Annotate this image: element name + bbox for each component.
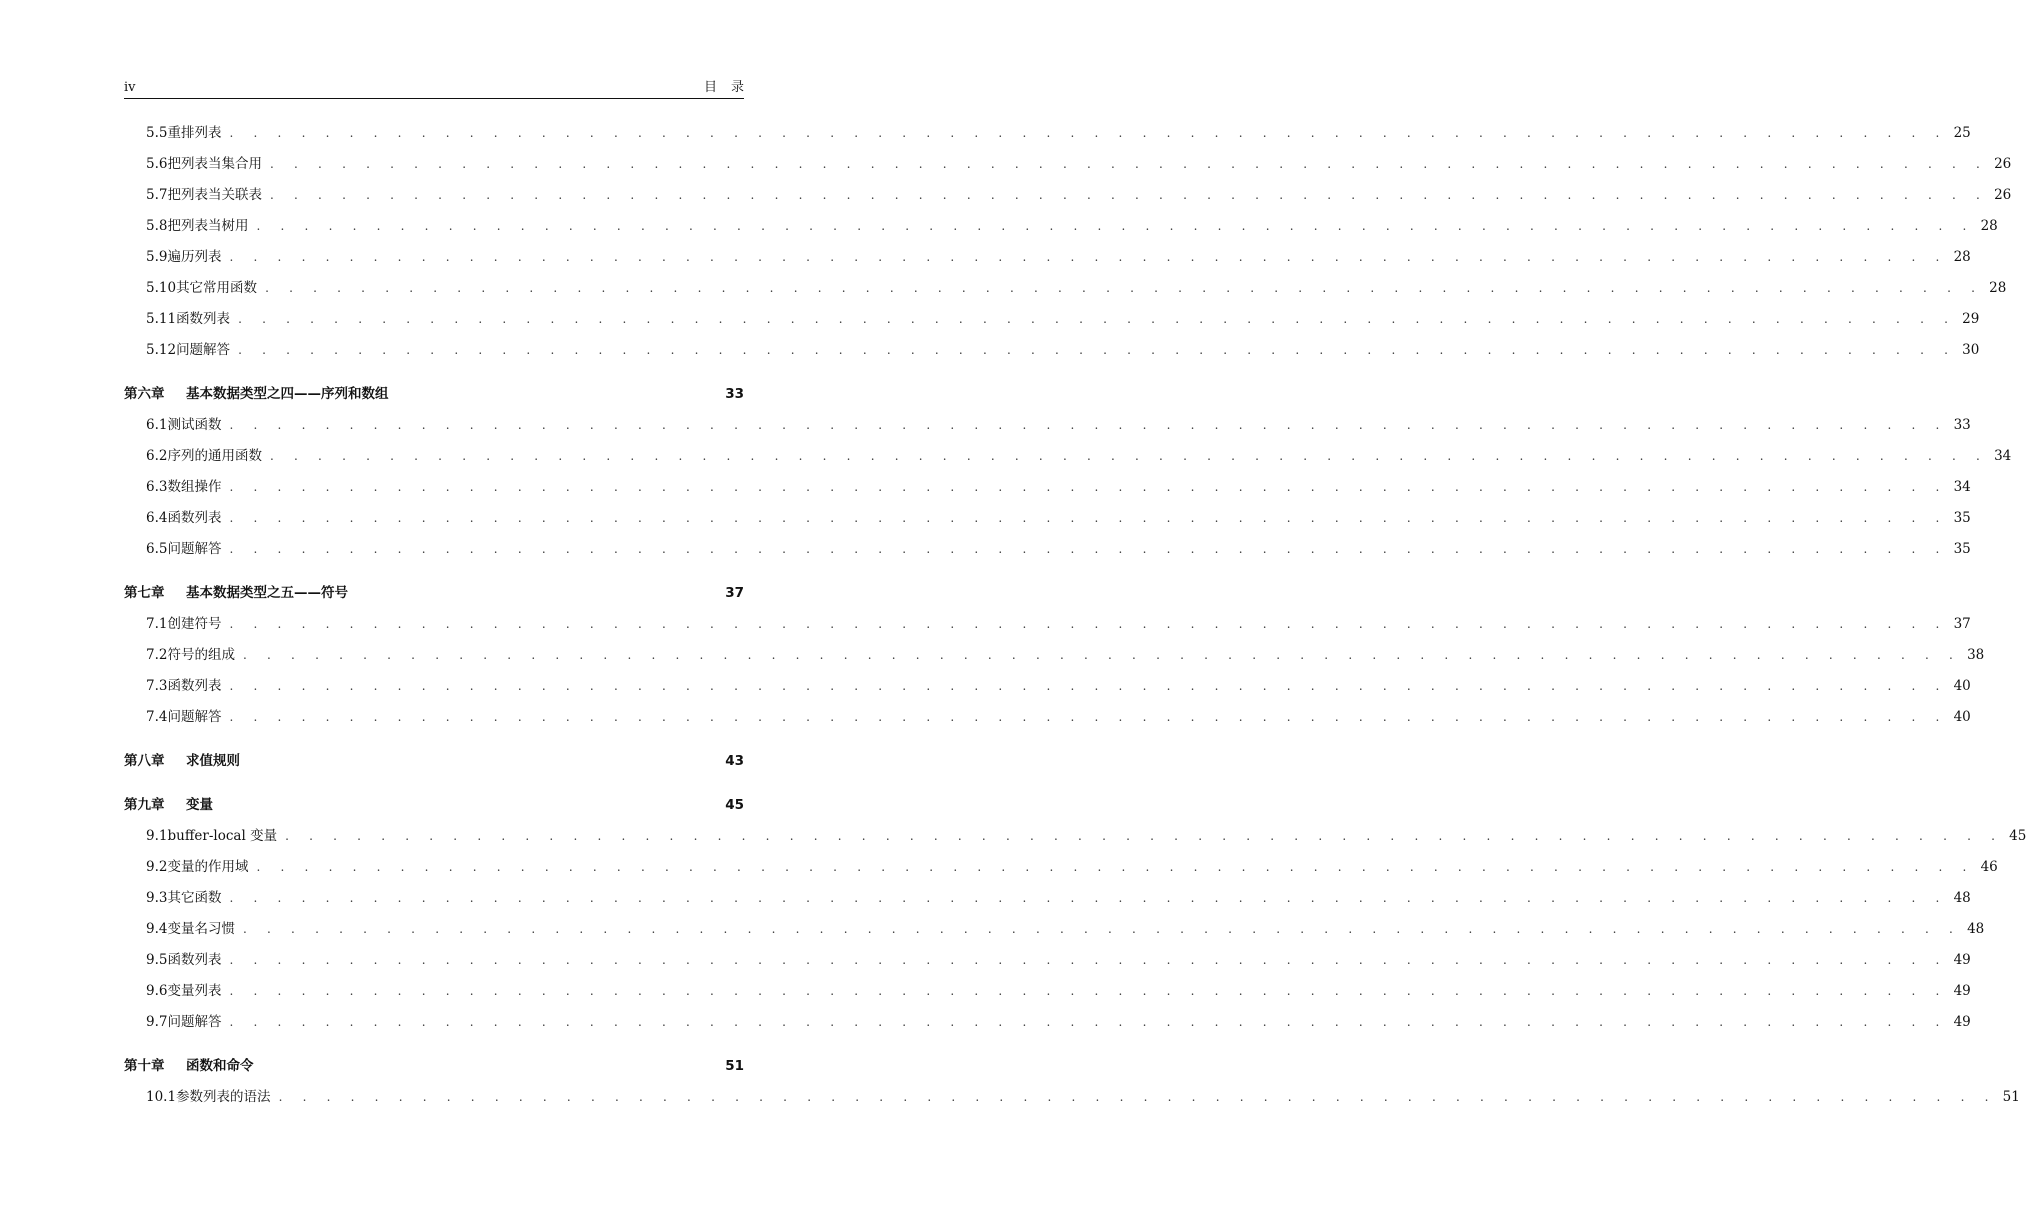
toc-entry-number: 9.7: [146, 1014, 168, 1030]
toc-entry-number: 9.1: [146, 828, 168, 844]
toc-section[interactable]: [124, 441, 2012, 472]
dot-leader: . . . . . . . . . . . . . . . . . . . . . . . . . . . . . . . . . . . . . . . . . . . . . . . . . . . . . . . . . . . . . . . . . . . . . . . .: [229, 710, 1948, 724]
toc-entry-number: 5.8: [146, 218, 168, 234]
toc-entry-page: 40: [1953, 709, 1971, 725]
toc-entry-page: 26: [1994, 187, 2012, 203]
dot-leader: . . . . . . . . . . . . . . . . . . . . . . . . . . . . . . . . . . . . . . . . . . . . . . . . . . . . . . . . . . . . . . . . . . . . . . . .: [285, 829, 2004, 843]
toc-entry-page: 30: [1962, 342, 1980, 358]
toc-entry-number: 9.4: [146, 921, 168, 937]
toc-entry-page: 34: [1994, 448, 2012, 464]
toc-entry-number: 5.9: [146, 249, 168, 265]
dot-leader: . . . . . . . . . . . . . . . . . . . . . . . . . . . . . . . . . . . . . . . . . . . . . . . . . . . . . . . . . . . . . . . . . . . . . . . .: [229, 1015, 1948, 1029]
dot-leader: . . . . . . . . . . . . . . . . . . . . . . . . . . . . . . . . . . . . . . . . . . . . . . . . . . . . . . . . . . . . . . . . . . . . . . . .: [229, 891, 1948, 905]
toc-entry-title: 变量列表: [167, 983, 222, 999]
toc-section[interactable]: [124, 821, 2026, 852]
toc-entry-page: 43: [725, 753, 744, 769]
toc-entry-number: 5.5: [146, 125, 168, 141]
dot-leader: . . . . . . . . . . . . . . . . . . . . . . . . . . . . . . . . . . . . . . . . . . . . . . . . . . . . . . . . . . . . . . . . . . . . . . . .: [269, 188, 1989, 202]
dot-leader: . . . . . . . . . . . . . . . . . . . . . . . . . . . . . . . . . . . . . . . . . . . . . . . . . . . . . . . . . . . . . . . . . . . . . . . .: [265, 281, 1984, 295]
dot-leader: . . . . . . . . . . . . . . . . . . . . . . . . . . . . . . . . . . . . . . . . . . . . . . . . . . . . . . . . . . . . . . . . . . . . . . . .: [269, 449, 1989, 463]
toc-entry-title: 函数列表: [167, 952, 222, 968]
toc-entry-page: 51: [725, 1058, 744, 1074]
dot-leader: . . . . . . . . . . . . . . . . . . . . . . . . . . . . . . . . . . . . . . . . . . . . . . . . . . . . . . . . . . . . . . . . . . . . . . . .: [229, 542, 1948, 556]
toc-entry-title: 变量: [186, 797, 213, 813]
toc-entry-page: 35: [1953, 510, 1971, 526]
toc-entry-title: 函数和命令: [186, 1058, 254, 1074]
toc-entry-title: buffer-local 变量: [167, 828, 278, 844]
toc-entry-title: 遍历列表: [167, 249, 222, 265]
toc-entry-number: 第七章: [124, 585, 165, 601]
toc-section[interactable]: [124, 180, 2012, 211]
toc-chapter[interactable]: [124, 790, 744, 821]
dot-leader: . . . . . . . . . . . . . . . . . . . . . . . . . . . . . . . . . . . . . . . . . . . . . . . . . . . . . . . . . . . . . . . . . . . . . . . .: [229, 418, 1948, 432]
toc-section[interactable]: [124, 852, 1998, 883]
toc-section[interactable]: [124, 335, 1980, 366]
dot-leader: . . . . . . . . . . . . . . . . . . . . . . . . . . . . . . . . . . . . . . . . . . . . . . . . . . . . . . . . . . . . . . . . . . . . . . . .: [269, 157, 1989, 171]
toc-entry-title: 问题解答: [167, 541, 222, 557]
dot-leader: . . . . . . . . . . . . . . . . . . . . . . . . . . . . . . . . . . . . . . . . . . . . . . . . . . . . . . . . . . . . . . . . . . . . . . . .: [229, 984, 1948, 998]
table-of-contents: [124, 118, 2026, 1113]
toc-section[interactable]: [124, 1007, 1971, 1038]
toc-entry-number: 6.3: [146, 479, 168, 495]
toc-entry-page: 28: [1980, 218, 1998, 234]
toc-entry-title: 函数列表: [176, 311, 231, 327]
toc-entry-number: 9.3: [146, 890, 168, 906]
toc-entry-page: 46: [1980, 859, 1998, 875]
toc-section[interactable]: [124, 242, 1971, 273]
toc-entry-title: 函数列表: [167, 510, 222, 526]
toc-section[interactable]: [124, 503, 1971, 534]
toc-chapter[interactable]: [124, 379, 744, 410]
toc-entry-title: 其它函数: [167, 890, 222, 906]
toc-entry-title: 基本数据类型之五——符号: [186, 585, 348, 601]
dot-leader: . . . . . . . . . . . . . . . . . . . . . . . . . . . . . . . . . . . . . . . . . . . . . . . . . . . . . . . . . . . . . . . . . . . . . . . .: [242, 648, 1962, 662]
toc-entry-page: 49: [1953, 952, 1971, 968]
toc-section[interactable]: [124, 640, 1985, 671]
toc-section[interactable]: [124, 609, 1971, 640]
dot-leader: . . . . . . . . . . . . . . . . . . . . . . . . . . . . . . . . . . . . . . . . . . . . . . . . . . . . . . . . . . . . . . . . . . . . . . . .: [229, 126, 1948, 140]
toc-entry-page: 37: [725, 585, 744, 601]
toc-entry-page: 29: [1962, 311, 1980, 327]
dot-leader: . . . . . . . . . . . . . . . . . . . . . . . . . . . . . . . . . . . . . . . . . . . . . . . . . . . . . . . . . . . . . . . . . . . . . . . .: [242, 922, 1962, 936]
toc-entry-title: 求值规则: [186, 753, 240, 769]
toc-entry-page: 49: [1953, 983, 1971, 999]
toc-entry-page: 38: [1967, 647, 1985, 663]
toc-entry-page: 33: [1953, 417, 1971, 433]
toc-entry-number: 9.5: [146, 952, 168, 968]
toc-section[interactable]: [124, 410, 1971, 441]
dot-leader: . . . . . . . . . . . . . . . . . . . . . . . . . . . . . . . . . . . . . . . . . . . . . . . . . . . . . . . . . . . . . . . . . . . . . . . .: [229, 953, 1948, 967]
toc-entry-title: 符号的组成: [167, 647, 235, 663]
toc-entry-title: 数组操作: [167, 479, 222, 495]
toc-entry-title: 变量名习惯: [167, 921, 235, 937]
toc-chapter[interactable]: [124, 746, 744, 777]
toc-entry-page: 34: [1953, 479, 1971, 495]
toc-section[interactable]: [124, 149, 2012, 180]
toc-entry-title: 序列的通用函数: [167, 448, 262, 464]
toc-entry-title: 把列表当集合用: [167, 156, 262, 172]
toc-entry-page: 37: [1953, 616, 1971, 632]
toc-section[interactable]: [124, 671, 1971, 702]
toc-entry-number: 6.4: [146, 510, 168, 526]
toc-chapter[interactable]: [124, 1051, 744, 1082]
toc-entry-number: 6.5: [146, 541, 168, 557]
toc-section[interactable]: [124, 702, 1971, 733]
header-page-number: iv: [124, 80, 136, 95]
dot-leader: . . . . . . . . . . . . . . . . . . . . . . . . . . . . . . . . . . . . . . . . . . . . . . . . . . . . . . . . . . . . . . . . . . . . . . . .: [229, 679, 1948, 693]
toc-section[interactable]: [124, 1082, 2020, 1113]
toc-entry-number: 6.1: [146, 417, 168, 433]
dot-leader: . . . . . . . . . . . . . . . . . . . . . . . . . . . . . . . . . . . . . . . . . . . . . . . . . . . . . . . . . . . . . . . . . . . . . . . .: [256, 219, 1975, 233]
toc-entry-number: 第十章: [124, 1058, 165, 1074]
toc-entry-page: 28: [1989, 280, 2007, 296]
toc-section[interactable]: [124, 211, 1998, 242]
toc-entry-page: 33: [725, 386, 744, 402]
dot-leader: . . . . . . . . . . . . . . . . . . . . . . . . . . . . . . . . . . . . . . . . . . . . . . . . . . . . . . . . . . . . . . . . . . . . . . . .: [238, 343, 1957, 357]
toc-entry-page: 28: [1953, 249, 1971, 265]
toc-entry-page: 48: [1967, 921, 1985, 937]
toc-entry-title: 把列表当关联表: [167, 187, 262, 203]
toc-section[interactable]: [124, 976, 1971, 1007]
toc-entry-number: 5.10: [146, 280, 177, 296]
toc-entry-number: 5.6: [146, 156, 168, 172]
toc-entry-page: 40: [1953, 678, 1971, 694]
dot-leader: . . . . . . . . . . . . . . . . . . . . . . . . . . . . . . . . . . . . . . . . . . . . . . . . . . . . . . . . . . . . . . . . . . . . . . . .: [256, 860, 1975, 874]
toc-entry-page: 49: [1953, 1014, 1971, 1030]
dot-leader: . . . . . . . . . . . . . . . . . . . . . . . . . . . . . . . . . . . . . . . . . . . . . . . . . . . . . . . . . . . . . . . . . . . . . . . .: [238, 312, 1957, 326]
toc-entry-number: 9.6: [146, 983, 168, 999]
dot-leader: . . . . . . . . . . . . . . . . . . . . . . . . . . . . . . . . . . . . . . . . . . . . . . . . . . . . . . . . . . . . . . . . . . . . . . . .: [229, 480, 1948, 494]
dot-leader: . . . . . . . . . . . . . . . . . . . . . . . . . . . . . . . . . . . . . . . . . . . . . . . . . . . . . . . . . . . . . . . . . . . . . . . .: [229, 250, 1948, 264]
toc-section[interactable]: [124, 118, 1971, 149]
toc-entry-number: 5.7: [146, 187, 168, 203]
toc-entry-number: 5.12: [146, 342, 177, 358]
header-title: 目录: [703, 80, 758, 95]
toc-entry-title: 变量的作用域: [167, 859, 249, 875]
toc-entry-number: 6.2: [146, 448, 168, 464]
toc-entry-title: 问题解答: [167, 1014, 222, 1030]
toc-entry-page: 35: [1953, 541, 1971, 557]
toc-entry-number: 7.2: [146, 647, 168, 663]
toc-section[interactable]: [124, 883, 1971, 914]
toc-entry-number: 第六章: [124, 386, 165, 402]
toc-entry-page: 26: [1994, 156, 2012, 172]
toc-entry-page: 45: [2009, 828, 2026, 844]
toc-entry-page: 25: [1953, 125, 1971, 141]
toc-entry-page: 45: [725, 797, 744, 813]
toc-entry-number: 7.3: [146, 678, 168, 694]
toc-entry-page: 48: [1953, 890, 1971, 906]
toc-section[interactable]: [124, 472, 1971, 503]
toc-entry-title: 把列表当树用: [167, 218, 249, 234]
toc-section[interactable]: [124, 304, 1980, 335]
dot-leader: . . . . . . . . . . . . . . . . . . . . . . . . . . . . . . . . . . . . . . . . . . . . . . . . . . . . . . . . . . . . . . . . . . . . . . . .: [278, 1090, 1997, 1104]
toc-entry-number: 7.1: [146, 616, 168, 632]
toc-entry-title: 测试函数: [167, 417, 222, 433]
toc-entry-title: 函数列表: [167, 678, 222, 694]
toc-entry-number: 9.2: [146, 859, 168, 875]
toc-entry-title: 问题解答: [176, 342, 231, 358]
toc-entry-title: 参数列表的语法: [176, 1089, 271, 1105]
toc-section[interactable]: [124, 273, 2007, 304]
toc-entry-title: 创建符号: [167, 616, 222, 632]
toc-entry-number: 第九章: [124, 797, 165, 813]
toc-entry-number: 第八章: [124, 753, 165, 769]
toc-section[interactable]: [124, 914, 1985, 945]
dot-leader: . . . . . . . . . . . . . . . . . . . . . . . . . . . . . . . . . . . . . . . . . . . . . . . . . . . . . . . . . . . . . . . . . . . . . . . .: [229, 511, 1948, 525]
toc-chapter[interactable]: [124, 578, 744, 609]
dot-leader: . . . . . . . . . . . . . . . . . . . . . . . . . . . . . . . . . . . . . . . . . . . . . . . . . . . . . . . . . . . . . . . . . . . . . . . .: [229, 617, 1948, 631]
running-header: [124, 78, 758, 99]
toc-entry-number: 7.4: [146, 709, 168, 725]
toc-section[interactable]: [124, 534, 1971, 565]
toc-entry-title: 重排列表: [167, 125, 222, 141]
toc-entry-title: 基本数据类型之四——序列和数组: [186, 386, 389, 402]
toc-entry-number: 5.11: [146, 311, 177, 327]
toc-section[interactable]: [124, 945, 1971, 976]
toc-entry-title: 问题解答: [167, 709, 222, 725]
toc-entry-page: 51: [2002, 1089, 2020, 1105]
toc-entry-title: 其它常用函数: [176, 280, 258, 296]
toc-entry-number: 10.1: [146, 1089, 177, 1105]
